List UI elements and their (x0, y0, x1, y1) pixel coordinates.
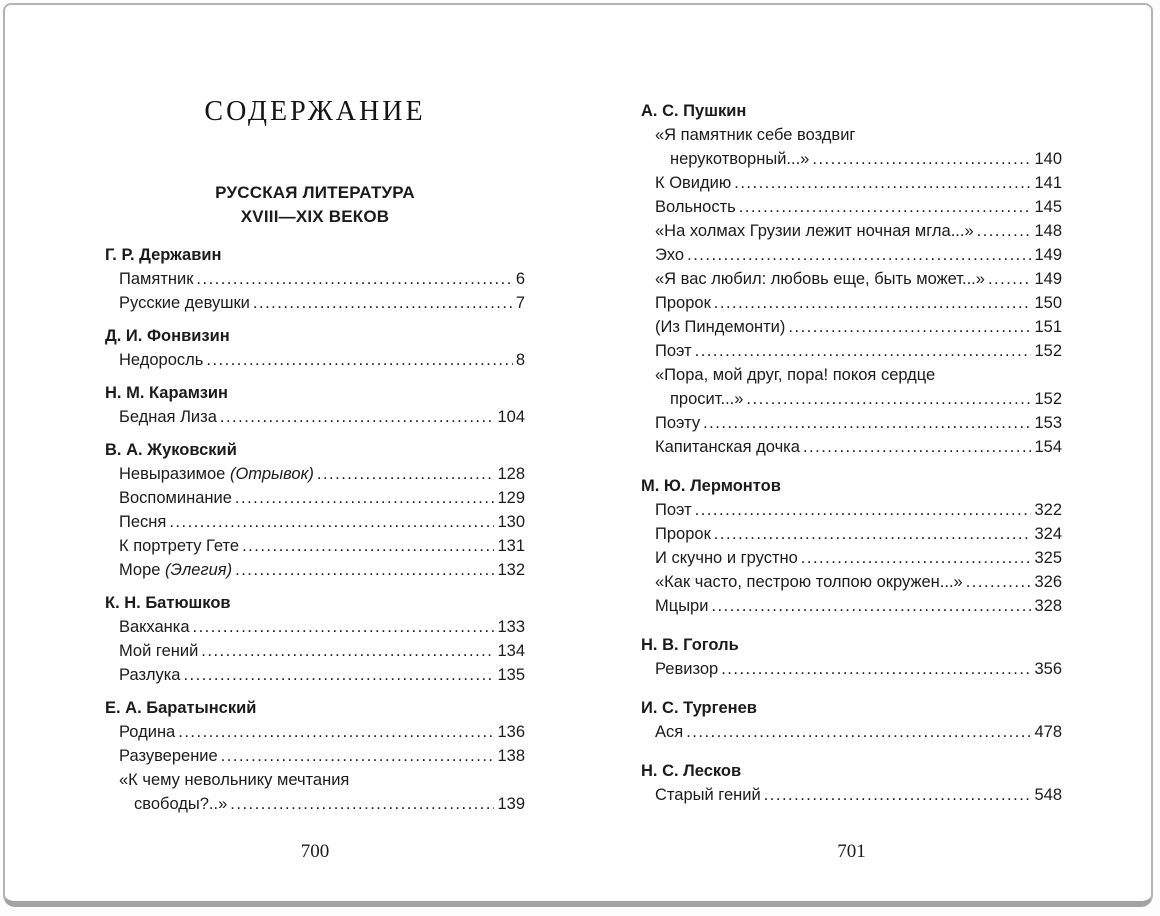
toc-entry (105, 768, 525, 816)
entry-row (655, 171, 1062, 195)
entry-title: Бедная Лиза (119, 408, 217, 426)
toc-entry (641, 123, 1062, 171)
dot-leader (703, 411, 1031, 435)
book-spread (3, 3, 1153, 907)
entry-title: Пророк (655, 294, 711, 312)
author-name: Н. С. Лесков (641, 762, 742, 780)
dot-leader (714, 291, 1032, 315)
entry-title: Мцыри (655, 597, 709, 615)
toc-group (641, 474, 1062, 618)
entry-row (655, 657, 1062, 681)
entry-title: И скучно и грустно (655, 549, 798, 567)
dot-leader (734, 171, 1031, 195)
entry-title: Памятник (119, 270, 194, 288)
toc-group (105, 591, 525, 687)
entry-row (119, 267, 525, 291)
author-name: И. С. Тургенев (641, 699, 757, 717)
entry-row (655, 783, 1062, 807)
toc-entry (641, 315, 1062, 339)
toc-entry (641, 171, 1062, 195)
dot-leader (235, 558, 494, 582)
entry-first-line: «Я памятник себе воздвиг (655, 126, 856, 144)
toc-entry (641, 219, 1062, 243)
toc-entry (105, 720, 525, 744)
entry-title-italic: (Элегия) (165, 561, 233, 579)
entry-title: Поэт (655, 342, 692, 360)
entry-row (655, 267, 1062, 291)
entry-page-number: 149 (1034, 246, 1062, 264)
toc-entry (641, 570, 1062, 594)
entry-continuation-row (655, 387, 1062, 411)
entry-page-number: 151 (1034, 318, 1062, 336)
entry-page-number: 325 (1034, 549, 1062, 567)
entry-title-italic: (Отрывок) (229, 465, 314, 483)
entry-page-number: 324 (1034, 525, 1062, 543)
entry-title: Старый гений (655, 786, 761, 804)
toc-entry (641, 291, 1062, 315)
entry-page-number: 128 (497, 465, 525, 483)
entry-row (655, 339, 1062, 363)
toc-entry (641, 363, 1062, 411)
entry-page-number: 152 (1034, 342, 1062, 360)
toc-entry (641, 498, 1062, 522)
entry-title: К портрету Гете (119, 537, 240, 555)
entry-row (655, 570, 1062, 594)
entry-title: Русские девушки (119, 294, 250, 312)
toc-entry (105, 486, 525, 510)
entry-first-line: «К чему невольнику мечтания (119, 771, 350, 789)
toc-group (105, 324, 525, 372)
entry-page-number: 322 (1034, 501, 1062, 519)
toc-entry (641, 435, 1062, 459)
entry-row (655, 411, 1062, 435)
entry-title: Ася (655, 723, 684, 741)
entry-page-number: 328 (1034, 597, 1062, 615)
entry-page-number: 548 (1034, 786, 1062, 804)
dot-leader (812, 147, 1031, 171)
dot-leader (711, 594, 1031, 618)
toc-entry (641, 339, 1062, 363)
entry-page-number: 138 (497, 747, 525, 765)
dot-leader (739, 195, 1032, 219)
entry-first-line: «Пора, мой друг, пора! покоя сердце (655, 366, 936, 384)
entry-row (119, 744, 525, 768)
toc-entry (105, 639, 525, 663)
entry-title: «Я вас любил: любовь еще, быть может...» (655, 270, 985, 288)
toc-entry (641, 783, 1062, 807)
entry-title: Недоросль (119, 351, 204, 369)
dot-leader (221, 744, 495, 768)
entry-row (119, 720, 525, 744)
entry-title: «На холмах Грузии лежит ночная мгла...» (655, 222, 974, 240)
entry-title: Эхо (655, 246, 685, 264)
entry-row (119, 615, 525, 639)
author-name: Г. Р. Державин (105, 246, 222, 264)
entry-page-number: 154 (1034, 438, 1062, 456)
toc-group (641, 633, 1062, 681)
toc-list-left (105, 243, 525, 816)
entry-page-number: 326 (1034, 573, 1062, 591)
toc-entry (641, 411, 1062, 435)
toc-entry (641, 594, 1062, 618)
entry-title: К Овидию (655, 174, 732, 192)
section-header-line2: XVIII—XIX ВЕКОВ (240, 207, 390, 226)
entry-continuation-row (655, 147, 1062, 171)
entry-title: (Из Пиндемонти) (655, 318, 786, 336)
entry-title: Поэт (655, 501, 692, 519)
entry-row (655, 243, 1062, 267)
entry-page-number: 478 (1034, 723, 1062, 741)
entry-page-number: 129 (497, 489, 525, 507)
author-name: Д. И. Фонвизин (105, 327, 230, 345)
entry-page-number: 140 (1034, 150, 1062, 168)
entry-title: Невыразимое (Отрывок) (119, 465, 314, 483)
author-name: М. Ю. Лермонтов (641, 477, 781, 495)
entry-row (119, 348, 525, 372)
toc-entry (105, 663, 525, 687)
toc-group (105, 243, 525, 315)
toc-group (105, 438, 525, 582)
entry-page-number: 134 (497, 642, 525, 660)
entry-page-number: 153 (1034, 414, 1062, 432)
toc-entry (641, 657, 1062, 681)
entry-page-number: 104 (497, 408, 525, 426)
toc-list-right (641, 99, 1062, 807)
toc-entry (641, 267, 1062, 291)
entry-title: Разуверение (119, 747, 218, 765)
entry-title: нерукотворный...» (670, 150, 810, 168)
dot-leader (966, 570, 1032, 594)
entry-page-number: 149 (1034, 270, 1062, 288)
toc-group (105, 381, 525, 429)
page-number-right: 701 (837, 841, 866, 862)
toc-entry (105, 267, 525, 291)
dot-leader (801, 546, 1032, 570)
toc-entry (105, 558, 525, 582)
entry-page-number: 141 (1034, 174, 1062, 192)
dot-leader (206, 348, 512, 372)
dot-leader (687, 243, 1031, 267)
entry-row (655, 522, 1062, 546)
dot-leader (695, 339, 1032, 363)
entry-row (655, 546, 1062, 570)
entry-page-number: 152 (1034, 390, 1062, 408)
toc-entry (105, 462, 525, 486)
author-name: А. С. Пушкин (641, 102, 747, 120)
toc-group (641, 759, 1062, 807)
entry-title: Пророк (655, 525, 711, 543)
author-name: Н. М. Карамзин (105, 384, 229, 402)
dot-leader (178, 720, 494, 744)
toc-entry (641, 243, 1062, 267)
toc-entry (641, 546, 1062, 570)
entry-page-number: 131 (497, 537, 525, 555)
dot-leader (317, 462, 495, 486)
entry-title: «Как часто, пестрою толпою окружен...» (655, 573, 963, 591)
entry-row (119, 534, 525, 558)
entry-page-number: 145 (1034, 198, 1062, 216)
author-name: Н. В. Гоголь (641, 636, 739, 654)
toc-title: СОДЕРЖАНИЕ (204, 96, 426, 127)
entry-page-number: 148 (1034, 222, 1062, 240)
page-number-left: 700 (300, 841, 330, 862)
dot-leader (803, 435, 1032, 459)
dot-leader (686, 720, 1031, 744)
toc-entry (105, 744, 525, 768)
dot-leader (764, 783, 1032, 807)
section-header (105, 181, 525, 229)
entry-title: Родина (119, 723, 176, 741)
dot-leader (169, 510, 494, 534)
entry-row (119, 486, 525, 510)
entry-page-number: 136 (497, 723, 525, 741)
entry-row (655, 315, 1062, 339)
toc-group (641, 99, 1062, 459)
dot-leader (721, 657, 1031, 681)
entry-row (655, 435, 1062, 459)
toc-entry (105, 291, 525, 315)
dot-leader (235, 486, 495, 510)
dot-leader (977, 219, 1032, 243)
dot-leader (193, 615, 495, 639)
entry-row (655, 219, 1062, 243)
entry-row (119, 510, 525, 534)
entry-page-number: 130 (497, 513, 525, 531)
toc-group (641, 696, 1062, 744)
entry-page-number: 133 (497, 618, 525, 636)
dot-leader (196, 267, 512, 291)
toc-entry (105, 615, 525, 639)
entry-page-number: 356 (1034, 660, 1062, 678)
entry-title: Вакханка (119, 618, 190, 636)
entry-title: Разлука (119, 666, 181, 684)
entry-title: Море (Элегия) (119, 561, 233, 579)
entry-row (119, 462, 525, 486)
section-header-line1: РУССКАЯ ЛИТЕРАТУРА (215, 183, 415, 202)
entry-title: просит...» (670, 390, 744, 408)
toc-entry (105, 510, 525, 534)
entry-page-number: 135 (497, 666, 525, 684)
entry-row (119, 663, 525, 687)
entry-continuation-row (119, 792, 525, 816)
dot-leader (253, 291, 513, 315)
author-name: Е. А. Баратынский (105, 699, 257, 717)
author-name: В. А. Жуковский (105, 441, 237, 459)
toc-entry (641, 522, 1062, 546)
entry-page-number: 132 (497, 561, 525, 579)
toc-entry (641, 195, 1062, 219)
toc-entry (105, 405, 525, 429)
entry-row (655, 720, 1062, 744)
dot-leader (183, 663, 494, 687)
entry-title: Капитанская дочка (655, 438, 800, 456)
dot-leader (201, 639, 494, 663)
dot-leader (746, 387, 1031, 411)
entry-row (655, 291, 1062, 315)
entry-row (119, 291, 525, 315)
entry-row (655, 195, 1062, 219)
entry-title: Ревизор (655, 660, 719, 678)
toc-entry (641, 720, 1062, 744)
page-left-column (105, 97, 525, 816)
toc-group (105, 696, 525, 816)
entry-row (655, 594, 1062, 618)
entry-row (119, 405, 525, 429)
entry-page-number: 6 (515, 270, 525, 288)
dot-leader (714, 522, 1032, 546)
dot-leader (220, 405, 495, 429)
entry-row (119, 558, 525, 582)
entry-row (655, 498, 1062, 522)
entry-page-number: 7 (515, 294, 525, 312)
dot-leader (695, 498, 1032, 522)
author-name: К. Н. Батюшков (105, 594, 231, 612)
toc-entry (105, 348, 525, 372)
entry-title: свободы?..» (134, 795, 228, 813)
entry-page-number: 139 (497, 795, 525, 813)
dot-leader (988, 267, 1032, 291)
entry-title: Песня (119, 513, 167, 531)
entry-title: Поэту (655, 414, 701, 432)
entry-row (119, 639, 525, 663)
entry-title: Вольность (655, 198, 736, 216)
entry-page-number: 8 (515, 351, 525, 369)
dot-leader (788, 315, 1031, 339)
dot-leader (230, 792, 494, 816)
page-right-column (641, 99, 1062, 807)
dot-leader (242, 534, 494, 558)
entry-page-number: 150 (1034, 294, 1062, 312)
toc-entry (105, 534, 525, 558)
entry-title: Мой гений (119, 642, 199, 660)
entry-title: Воспоминание (119, 489, 232, 507)
